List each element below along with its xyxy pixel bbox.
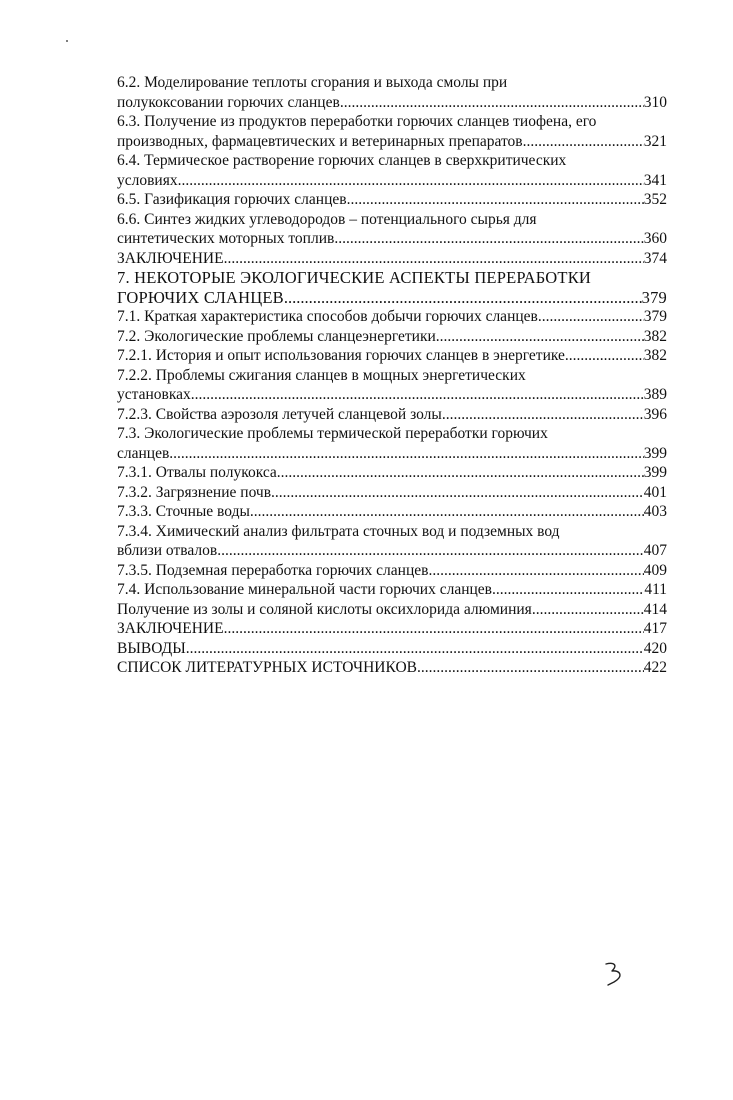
toc-page-number: 379 bbox=[643, 308, 667, 325]
toc-page-number: 414 bbox=[643, 600, 667, 618]
dot-leader bbox=[340, 93, 644, 113]
toc-entry-text: ГОРЮЧИХ СЛАНЦЕВ bbox=[117, 287, 284, 307]
toc-page-number: 420 bbox=[643, 639, 667, 657]
toc-page-number: 374 bbox=[643, 249, 667, 267]
toc-line bbox=[117, 171, 667, 191]
toc-line bbox=[117, 463, 667, 483]
dot-leader bbox=[442, 405, 644, 425]
toc-line bbox=[117, 288, 667, 308]
toc-page-number: 399 bbox=[643, 444, 667, 462]
toc-page-number: 407 bbox=[643, 542, 667, 559]
toc-entry-text: 6.4. Термическое растворение горючих сланцев в сверхкритических bbox=[117, 152, 567, 169]
dot-leader bbox=[271, 483, 644, 503]
dot-leader bbox=[186, 639, 644, 659]
dot-leader bbox=[334, 229, 643, 249]
toc-page-number: 411 bbox=[644, 581, 667, 598]
toc-line bbox=[117, 502, 667, 522]
dot-leader bbox=[250, 502, 644, 522]
toc-page-number: 352 bbox=[643, 191, 667, 208]
toc-line bbox=[117, 93, 667, 113]
toc-line bbox=[117, 658, 667, 678]
toc-line bbox=[117, 483, 667, 503]
dot-leader bbox=[224, 619, 644, 639]
toc-entry-text: 6.5. Газификация горючих сланцев bbox=[117, 191, 347, 208]
dot-leader bbox=[436, 327, 644, 347]
dot-leader bbox=[347, 190, 644, 210]
toc-entry-text: условиях bbox=[117, 171, 178, 189]
toc-page-number: 379 bbox=[641, 287, 667, 307]
toc-line bbox=[117, 444, 667, 464]
toc-line bbox=[117, 132, 667, 152]
toc-line bbox=[117, 405, 667, 425]
toc-page-number: 396 bbox=[643, 405, 667, 423]
toc-entry-text: ЗАКЛЮЧЕНИЕ bbox=[117, 249, 224, 267]
toc-line bbox=[117, 385, 667, 405]
dot-leader bbox=[532, 600, 644, 620]
toc-line bbox=[117, 249, 667, 269]
toc-entry-text: вблизи отвалов bbox=[117, 542, 218, 559]
dot-leader bbox=[523, 132, 644, 152]
toc-entry-text: 7.3.2. Загрязнение почв bbox=[117, 483, 272, 501]
toc-entry-text: 7.3.4. Химический анализ фильтрата сточных вод и подземных вод bbox=[117, 522, 560, 540]
toc-page-number: 417 bbox=[643, 620, 667, 637]
toc-line bbox=[117, 366, 667, 386]
dot-leader bbox=[565, 346, 644, 366]
dot-leader bbox=[277, 463, 644, 483]
toc-page-number: 382 bbox=[643, 347, 667, 364]
toc-line bbox=[117, 112, 667, 132]
toc-entry-text: ЗАКЛЮЧЕНИЕ bbox=[117, 620, 224, 637]
toc-line bbox=[117, 229, 667, 249]
toc-page-number: 360 bbox=[643, 230, 667, 247]
toc-line bbox=[117, 327, 667, 347]
toc-line bbox=[117, 73, 667, 93]
toc-entry-text: ВЫВОДЫ bbox=[117, 639, 186, 657]
toc-line bbox=[117, 619, 667, 639]
toc-page-number: 341 bbox=[643, 171, 667, 189]
toc-entry-text: СПИСОК ЛИТЕРАТУРНЫХ ИСТОЧНИКОВ bbox=[117, 659, 417, 676]
dot-leader bbox=[217, 541, 644, 561]
toc-entry-text: 7.2.1. История и опыт использования горючих сланцев в энергетике bbox=[117, 347, 565, 364]
toc-entry-text: 7.3.1. Отвалы полукокса bbox=[117, 464, 277, 481]
toc-line bbox=[117, 522, 667, 542]
toc-line bbox=[117, 346, 667, 366]
toc-entry-text: 7.2. Экологические проблемы сланцеэнергетики bbox=[117, 327, 436, 345]
toc-line bbox=[117, 639, 667, 659]
toc-line bbox=[117, 151, 667, 171]
dot-leader bbox=[191, 385, 644, 405]
toc-entry-text: установках bbox=[117, 386, 191, 403]
toc-line bbox=[117, 424, 667, 444]
toc-line bbox=[117, 600, 667, 620]
toc-page-number: 403 bbox=[643, 503, 667, 520]
toc-entry-text: производных, фармацевтических и ветеринарных препаратов bbox=[117, 132, 523, 150]
toc-entry-text: синтетических моторных топлив bbox=[117, 230, 335, 247]
dot-leader bbox=[428, 561, 643, 581]
dot-leader bbox=[417, 658, 644, 678]
toc-page-number: 399 bbox=[643, 464, 667, 481]
toc-line bbox=[117, 268, 667, 288]
toc-entry-text: Получение из золы и соляной кислоты оксихлорида алюминия bbox=[117, 600, 532, 618]
toc-page-number: 389 bbox=[643, 386, 667, 403]
table-of-contents bbox=[117, 73, 667, 678]
toc-line bbox=[117, 190, 667, 210]
toc-entry-text: сланцев bbox=[117, 444, 170, 462]
toc-entry-text: 7. НЕКОТОРЫЕ ЭКОЛОГИЧЕСКИЕ АСПЕКТЫ ПЕРЕРАБОТКИ bbox=[117, 268, 592, 287]
toc-line bbox=[117, 541, 667, 561]
toc-page-number: 401 bbox=[643, 483, 667, 501]
toc-line bbox=[117, 210, 667, 230]
dot-leader bbox=[178, 171, 644, 191]
toc-page-number: 422 bbox=[643, 659, 667, 676]
toc-entry-text: 7.3.3. Сточные воды bbox=[117, 503, 250, 520]
dot-leader bbox=[169, 444, 643, 464]
toc-line bbox=[117, 307, 667, 327]
toc-page-number: 409 bbox=[643, 561, 667, 579]
toc-entry-text: 6.2. Моделирование теплоты сгорания и выхода смолы при bbox=[117, 74, 508, 91]
handwritten-page-number bbox=[600, 958, 634, 992]
dot-leader bbox=[492, 580, 644, 600]
toc-line bbox=[117, 580, 667, 600]
toc-entry-text: 7.3. Экологические проблемы термической переработки горючих bbox=[117, 425, 548, 442]
dot-leader bbox=[538, 307, 644, 327]
dot-leader bbox=[284, 288, 642, 308]
toc-entry-text: 7.2.3. Свойства аэрозоля летучей сланцевой золы bbox=[117, 405, 442, 423]
dot-leader bbox=[224, 249, 644, 269]
toc-entry-text: 7.4. Использование минеральной части горючих сланцев bbox=[117, 581, 492, 598]
toc-entry-text: 7.3.5. Подземная переработка горючих сланцев bbox=[117, 561, 429, 579]
toc-line bbox=[117, 561, 667, 581]
toc-entry-text: полукоксовании горючих сланцев bbox=[117, 93, 340, 111]
toc-page-number: 321 bbox=[643, 132, 667, 150]
toc-page-number: 382 bbox=[643, 327, 667, 345]
toc-page-number: 310 bbox=[643, 93, 667, 111]
toc-entry-text: 7.1. Краткая характеристика способов добычи горючих сланцев bbox=[117, 308, 538, 325]
toc-entry-text: 6.3. Получение из продуктов переработки горючих сланцев тиофена, его bbox=[117, 113, 597, 130]
scan-speck bbox=[66, 40, 68, 42]
toc-entry-text: 6.6. Синтез жидких углеводородов – потенциального сырья для bbox=[117, 210, 537, 228]
toc-entry-text: 7.2.2. Проблемы сжигания сланцев в мощных энергетических bbox=[117, 366, 526, 384]
